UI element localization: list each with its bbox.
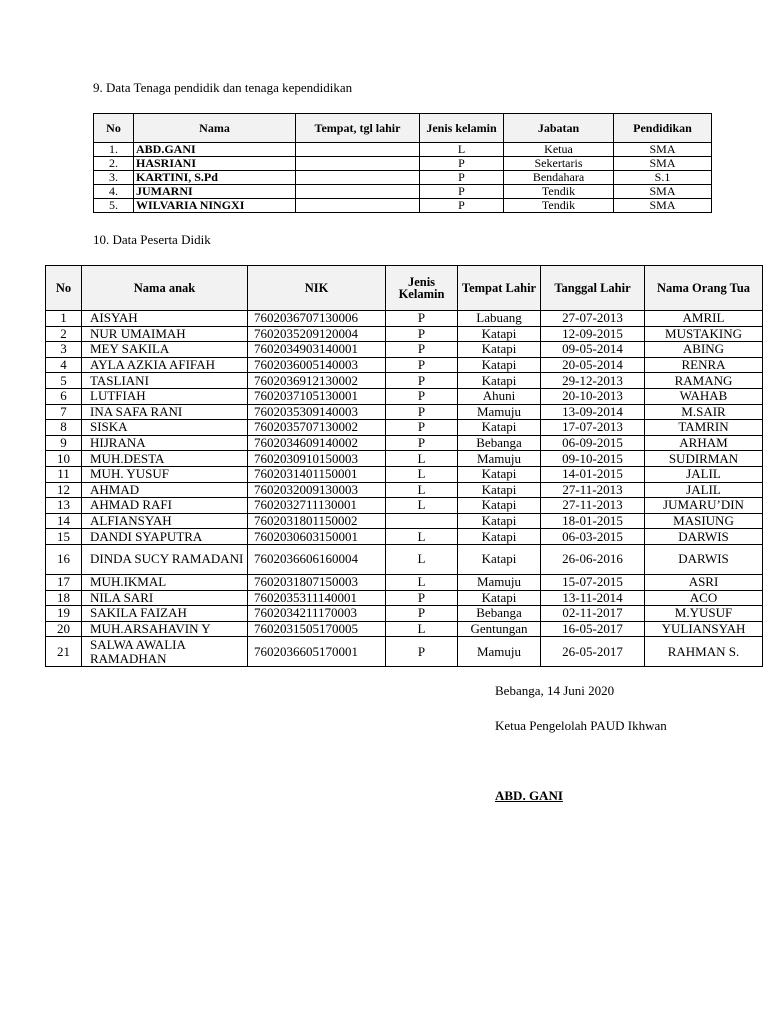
cell-nik: 7602036605170001 <box>248 637 386 667</box>
header-nik: NIK <box>248 266 386 311</box>
cell-no: 13 <box>46 498 82 514</box>
header-pendidikan: Pendidikan <box>614 114 712 143</box>
table-row <box>46 498 763 514</box>
cell-nik: 7602037105130001 <box>248 388 386 404</box>
signature-place-date: Bebanga, 14 Juni 2020 <box>495 683 615 698</box>
table-row <box>46 529 763 545</box>
cell-tempat-lahir: Mamuju <box>458 637 541 667</box>
table-row <box>46 404 763 420</box>
cell-nama: ABD.GANI <box>134 143 296 157</box>
cell-ttl <box>296 171 420 185</box>
cell-jenis-kelamin: L <box>386 544 458 574</box>
cell-nama-orang-tua: JALIL <box>645 482 763 498</box>
cell-no: 6 <box>46 388 82 404</box>
cell-jenis-kelamin: L <box>386 574 458 590</box>
cell-jenis-kelamin: P <box>420 171 504 185</box>
header-tempat-lahir: Tempat Lahir <box>458 266 541 311</box>
cell-tanggal-lahir: 16-05-2017 <box>541 621 645 637</box>
cell-no: 16 <box>46 544 82 574</box>
cell-no: 11 <box>46 466 82 482</box>
table-row <box>46 311 763 327</box>
cell-no: 17 <box>46 574 82 590</box>
cell-jenis-kelamin: P <box>386 342 458 358</box>
cell-nama-anak: SISKA <box>82 420 248 436</box>
cell-tempat-lahir: Katapi <box>458 373 541 389</box>
staff-table <box>93 113 712 213</box>
cell-tempat-lahir: Mamuju <box>458 404 541 420</box>
cell-tempat-lahir: Gentungan <box>458 621 541 637</box>
cell-nik: 7602034609140002 <box>248 435 386 451</box>
cell-pendidikan: SMA <box>614 185 712 199</box>
cell-nik: 7602036912130002 <box>248 373 386 389</box>
cell-tanggal-lahir: 02-11-2017 <box>541 606 645 622</box>
cell-nik: 7602035707130002 <box>248 420 386 436</box>
cell-tanggal-lahir: 26-06-2016 <box>541 544 645 574</box>
cell-jenis-kelamin: L <box>386 498 458 514</box>
cell-nama-anak: DINDA SUCY RAMADANI <box>82 544 248 574</box>
cell-nama-anak: AYLA AZKIA AFIFAH <box>82 357 248 373</box>
cell-no: 20 <box>46 621 82 637</box>
cell-nama: WILVARIA NINGXI <box>134 199 296 213</box>
cell-tanggal-lahir: 17-07-2013 <box>541 420 645 436</box>
cell-tempat-lahir: Labuang <box>458 311 541 327</box>
cell-nik: 7602036606160004 <box>248 544 386 574</box>
cell-no: 12 <box>46 482 82 498</box>
cell-tanggal-lahir: 13-09-2014 <box>541 404 645 420</box>
cell-nama-anak: AHMAD <box>82 482 248 498</box>
cell-no: 7 <box>46 404 82 420</box>
cell-no: 3. <box>94 171 134 185</box>
cell-nama-anak: MUH.IKMAL <box>82 574 248 590</box>
cell-jabatan: Tendik <box>504 199 614 213</box>
cell-tempat-lahir: Katapi <box>458 466 541 482</box>
cell-tempat-lahir: Katapi <box>458 357 541 373</box>
cell-jenis-kelamin: P <box>386 311 458 327</box>
table-row <box>46 326 763 342</box>
cell-nik: 7602036707130006 <box>248 311 386 327</box>
cell-tanggal-lahir: 12-09-2015 <box>541 326 645 342</box>
cell-no: 2 <box>46 326 82 342</box>
header-tanggal-lahir: Tanggal Lahir <box>541 266 645 311</box>
cell-pendidikan: S.1 <box>614 171 712 185</box>
cell-jenis-kelamin: P <box>386 326 458 342</box>
cell-nik: 7602031801150002 <box>248 513 386 529</box>
cell-no: 3 <box>46 342 82 358</box>
cell-nama-orang-tua: AMRIL <box>645 311 763 327</box>
cell-jenis-kelamin: P <box>386 435 458 451</box>
header-nama-anak: Nama anak <box>82 266 248 311</box>
header-ttl: Tempat, tgl lahir <box>296 114 420 143</box>
cell-tempat-lahir: Mamuju <box>458 451 541 467</box>
cell-jabatan: Bendahara <box>504 171 614 185</box>
cell-nik: 7602032009130003 <box>248 482 386 498</box>
cell-no: 10 <box>46 451 82 467</box>
cell-jenis-kelamin: L <box>386 482 458 498</box>
cell-nama: JUMARNI <box>134 185 296 199</box>
students-table-header <box>46 266 763 311</box>
cell-pendidikan: SMA <box>614 143 712 157</box>
cell-tanggal-lahir: 06-03-2015 <box>541 529 645 545</box>
cell-nama-orang-tua: RAMANG <box>645 373 763 389</box>
cell-tempat-lahir: Katapi <box>458 482 541 498</box>
cell-no: 15 <box>46 529 82 545</box>
cell-nik: 7602031807150003 <box>248 574 386 590</box>
table-row <box>94 157 712 171</box>
cell-nama-anak: TASLIANI <box>82 373 248 389</box>
table-row <box>46 373 763 389</box>
cell-ttl <box>296 185 420 199</box>
cell-nama-orang-tua: RENRA <box>645 357 763 373</box>
signature-name: ABD. GANI <box>495 788 563 803</box>
cell-pendidikan: SMA <box>614 199 712 213</box>
table-row <box>46 513 763 529</box>
cell-jenis-kelamin: P <box>420 185 504 199</box>
cell-tanggal-lahir: 27-11-2013 <box>541 498 645 514</box>
table-row <box>46 388 763 404</box>
cell-nama-orang-tua: M.YUSUF <box>645 606 763 622</box>
cell-tanggal-lahir: 06-09-2015 <box>541 435 645 451</box>
cell-nama-anak: SAKILA FAIZAH <box>82 606 248 622</box>
cell-jenis-kelamin: P <box>386 606 458 622</box>
cell-nik: 7602036005140003 <box>248 357 386 373</box>
table-row <box>46 482 763 498</box>
students-table <box>45 265 763 667</box>
cell-no: 19 <box>46 606 82 622</box>
table-row <box>46 637 763 667</box>
cell-nama-anak: NUR UMAIMAH <box>82 326 248 342</box>
cell-nama-orang-tua: JUMARU’DIN <box>645 498 763 514</box>
table-row <box>94 143 712 157</box>
cell-nik: 7602031401150001 <box>248 466 386 482</box>
cell-nama-orang-tua: DARWIS <box>645 544 763 574</box>
cell-jenis-kelamin: L <box>386 529 458 545</box>
cell-nik: 7602030910150003 <box>248 451 386 467</box>
cell-nik: 7602030603150001 <box>248 529 386 545</box>
table-row <box>46 435 763 451</box>
cell-nama-orang-tua: ABING <box>645 342 763 358</box>
cell-tanggal-lahir: 13-11-2014 <box>541 590 645 606</box>
cell-nama-orang-tua: ACO <box>645 590 763 606</box>
cell-tempat-lahir: Katapi <box>458 590 541 606</box>
cell-nik: 7602034211170003 <box>248 606 386 622</box>
cell-tempat-lahir: Katapi <box>458 529 541 545</box>
cell-nama-orang-tua: YULIANSYAH <box>645 621 763 637</box>
cell-no: 4. <box>94 185 134 199</box>
cell-jabatan: Ketua <box>504 143 614 157</box>
cell-tempat-lahir: Katapi <box>458 544 541 574</box>
cell-jenis-kelamin: L <box>386 466 458 482</box>
cell-jenis-kelamin: P <box>420 157 504 171</box>
cell-nik: 7602034903140001 <box>248 342 386 358</box>
cell-jenis-kelamin: P <box>386 590 458 606</box>
cell-jenis-kelamin: P <box>386 388 458 404</box>
header-no: No <box>46 266 82 311</box>
signature-role: Ketua Pengelolah PAUD Ikhwan <box>495 718 667 733</box>
cell-tempat-lahir: Bebanga <box>458 606 541 622</box>
cell-jenis-kelamin: L <box>386 621 458 637</box>
table-row <box>46 451 763 467</box>
cell-nama-orang-tua: ASRI <box>645 574 763 590</box>
cell-no: 8 <box>46 420 82 436</box>
cell-tanggal-lahir: 29-12-2013 <box>541 373 645 389</box>
cell-tempat-lahir: Katapi <box>458 326 541 342</box>
cell-no: 4 <box>46 357 82 373</box>
cell-no: 5. <box>94 199 134 213</box>
cell-nama: HASRIANI <box>134 157 296 171</box>
header-no: No <box>94 114 134 143</box>
cell-pendidikan: SMA <box>614 157 712 171</box>
header-jenis-kelamin: Jenis kelamin <box>420 114 504 143</box>
cell-jenis-kelamin: L <box>420 143 504 157</box>
cell-nama-anak: MUH. YUSUF <box>82 466 248 482</box>
cell-nama-anak: ALFIANSYAH <box>82 513 248 529</box>
cell-nama-anak: AHMAD RAFI <box>82 498 248 514</box>
cell-tanggal-lahir: 26-05-2017 <box>541 637 645 667</box>
cell-tanggal-lahir: 27-07-2013 <box>541 311 645 327</box>
cell-jenis-kelamin: P <box>386 404 458 420</box>
cell-jenis-kelamin: P <box>420 199 504 213</box>
cell-jabatan: Tendik <box>504 185 614 199</box>
cell-no: 2. <box>94 157 134 171</box>
cell-tanggal-lahir: 27-11-2013 <box>541 482 645 498</box>
cell-nama-anak: LUTFIAH <box>82 388 248 404</box>
cell-jenis-kelamin: P <box>386 637 458 667</box>
cell-jenis-kelamin: P <box>386 373 458 389</box>
table-row <box>46 342 763 358</box>
cell-jenis-kelamin: P <box>386 420 458 436</box>
cell-nama-orang-tua: SUDIRMAN <box>645 451 763 467</box>
cell-nama-anak: AISYAH <box>82 311 248 327</box>
cell-nama-anak: SALWA AWALIA RAMADHAN <box>82 637 248 667</box>
table-row <box>46 357 763 373</box>
cell-jenis-kelamin: L <box>386 451 458 467</box>
cell-jabatan: Sekertaris <box>504 157 614 171</box>
cell-nama-orang-tua: M.SAIR <box>645 404 763 420</box>
cell-ttl <box>296 199 420 213</box>
table-row <box>46 544 763 574</box>
cell-nama-orang-tua: WAHAB <box>645 388 763 404</box>
staff-table-header <box>94 114 712 143</box>
cell-tempat-lahir: Katapi <box>458 513 541 529</box>
cell-nama-anak: MUH.DESTA <box>82 451 248 467</box>
cell-tempat-lahir: Bebanga <box>458 435 541 451</box>
cell-nama-anak: MEY SAKILA <box>82 342 248 358</box>
cell-nik: 7602032711130001 <box>248 498 386 514</box>
cell-nama-orang-tua: TAMRIN <box>645 420 763 436</box>
cell-nama: KARTINI, S.Pd <box>134 171 296 185</box>
cell-no: 14 <box>46 513 82 529</box>
cell-no: 18 <box>46 590 82 606</box>
cell-tempat-lahir: Katapi <box>458 342 541 358</box>
header-nama-orang-tua: Nama Orang Tua <box>645 266 763 311</box>
cell-tempat-lahir: Ahuni <box>458 388 541 404</box>
table-row <box>46 466 763 482</box>
cell-tempat-lahir: Katapi <box>458 420 541 436</box>
section10-title: 10. Data Peserta Didik <box>93 232 211 247</box>
cell-no: 1. <box>94 143 134 157</box>
cell-nama-orang-tua: DARWIS <box>645 529 763 545</box>
cell-tempat-lahir: Mamuju <box>458 574 541 590</box>
cell-nama-anak: DANDI SYAPUTRA <box>82 529 248 545</box>
cell-nama-orang-tua: JALIL <box>645 466 763 482</box>
header-jabatan: Jabatan <box>504 114 614 143</box>
table-row <box>94 171 712 185</box>
cell-jenis-kelamin: P <box>386 357 458 373</box>
cell-tanggal-lahir: 09-05-2014 <box>541 342 645 358</box>
table-row <box>46 621 763 637</box>
cell-nama-anak: INA SAFA RANI <box>82 404 248 420</box>
cell-nama-orang-tua: MASIUNG <box>645 513 763 529</box>
table-row <box>46 574 763 590</box>
cell-nama-anak: HIJRANA <box>82 435 248 451</box>
cell-nik: 7602031505170005 <box>248 621 386 637</box>
cell-tanggal-lahir: 20-10-2013 <box>541 388 645 404</box>
cell-nama-anak: MUH.ARSAHAVIN Y <box>82 621 248 637</box>
cell-ttl <box>296 157 420 171</box>
cell-nama-orang-tua: ARHAM <box>645 435 763 451</box>
header-jenis-kelamin: Jenis Kelamin <box>386 266 458 311</box>
cell-tanggal-lahir: 20-05-2014 <box>541 357 645 373</box>
cell-tanggal-lahir: 14-01-2015 <box>541 466 645 482</box>
cell-tanggal-lahir: 15-07-2015 <box>541 574 645 590</box>
header-nama: Nama <box>134 114 296 143</box>
table-row <box>46 590 763 606</box>
section9-title: 9. Data Tenaga pendidik dan tenaga kependidikan <box>93 80 353 95</box>
cell-nik: 7602035309140003 <box>248 404 386 420</box>
cell-jenis-kelamin <box>386 513 458 529</box>
table-row <box>46 420 763 436</box>
table-row <box>46 606 763 622</box>
cell-tanggal-lahir: 18-01-2015 <box>541 513 645 529</box>
cell-ttl <box>296 143 420 157</box>
cell-nama-anak: NILA SARI <box>82 590 248 606</box>
cell-nik: 7602035311140001 <box>248 590 386 606</box>
cell-no: 21 <box>46 637 82 667</box>
table-row <box>94 185 712 199</box>
cell-nik: 7602035209120004 <box>248 326 386 342</box>
cell-tanggal-lahir: 09-10-2015 <box>541 451 645 467</box>
table-row <box>94 199 712 213</box>
cell-nama-orang-tua: MUSTAKING <box>645 326 763 342</box>
cell-nama-orang-tua: RAHMAN S. <box>645 637 763 667</box>
cell-no: 1 <box>46 311 82 327</box>
cell-tempat-lahir: Katapi <box>458 498 541 514</box>
cell-no: 9 <box>46 435 82 451</box>
cell-no: 5 <box>46 373 82 389</box>
